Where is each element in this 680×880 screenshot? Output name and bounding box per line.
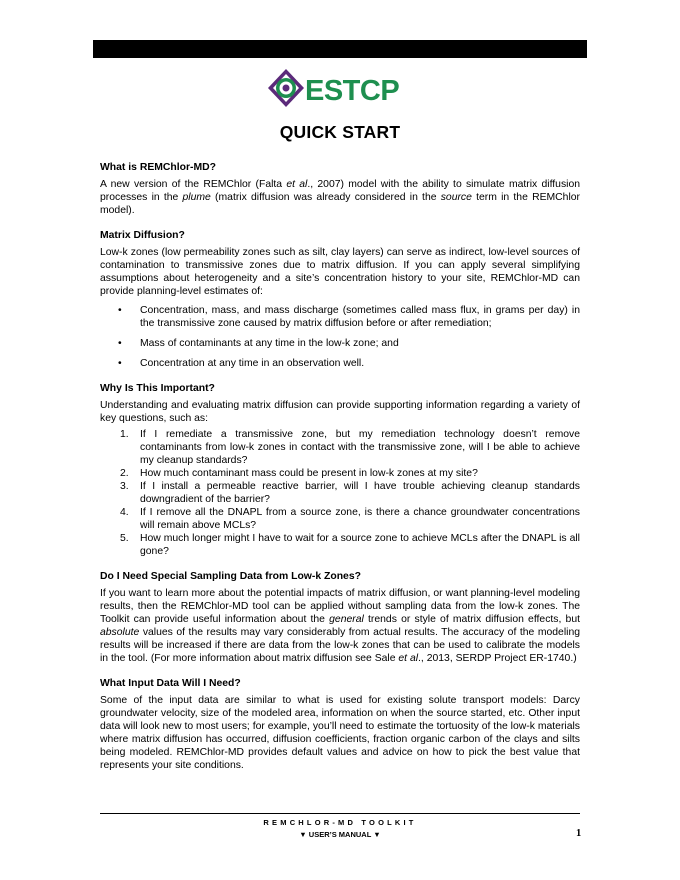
section-what-is [100,161,580,217]
page-title: QUICK START [279,122,401,142]
footer-divider [100,813,580,814]
section-paragraph: Low-k zones (low permeability zones such as silt, clay layers) can serve as indirect, low-level sources of contamination to transmissive zones due to matrix diffusion. If you can apply several simplifying assumptions about heterogeneity and a site’s concentration history to your site, REMChlor-MD can provide planning-level estimates of: [100,247,580,297]
logo-text: ESTCP [305,75,400,107]
logo-seal-center [283,85,290,92]
footer-subtitle: ▼ USER’S MANUAL ▼ [299,830,381,839]
section-sampling-data [100,570,580,665]
section-paragraph: A new version of the REMChlor (Falta et al., 2007) model with the ability to simulate matrix diffusion processes in the plume (matrix diffusion was already considered in the source term in the REMChlor model). [100,179,580,216]
footer-title: REMCHLOR-MD TOOLKIT [263,818,417,827]
estcp-logo-graphic [266,66,410,110]
section-input-data [100,677,580,772]
section-heading: What is REMChlor-MD? [100,162,217,173]
section-heading: Matrix Diffusion? [100,230,185,241]
numbered-list [100,428,580,558]
section-heading: What Input Data Will I Need? [100,678,241,689]
bullet-icon: • [118,338,122,349]
section-paragraph: Some of the input data are similar to what is used for existing solute transport models: Darcy groundwater velocity, size of the modeled area, information on when the source started, etc. Other input data will look new to most users; for example, you’ll need to estimate the tortuosity of the low-k materials where matrix diffusion has occurred, diffusion coefficients, fraction organic carbon of the clays and silts being modeled. REMChlor-MD provides default values and advice on how to pick the best value that represents your site conditions. [100,695,580,771]
list-item: 2. How much contaminant mass could be present in low-k zones at my site? [120,468,478,479]
list-item: 4. If I remove all the DNAPL from a source zone, is there a chance groundwater concentrations will remain above MCLs? [120,507,580,531]
document-body [100,161,580,784]
bullet-icon: • [118,305,122,316]
estcp-logo [266,66,410,110]
list-item: 5. How much longer might I have to wait for a source zone to achieve MCLs after the DNAPL is all gone? [120,533,580,557]
section-heading: Do I Need Special Sampling Data from Low-k Zones? [100,571,361,582]
bullet-list [100,304,580,370]
list-item: • Concentration, mass, and mass discharge (sometimes called mass flux, in grams per day) in the transmissive zone caused by matrix diffusion before or after remediation; [118,305,580,329]
list-item: • Mass of contaminants at any time in the low-k zone; and [118,338,399,349]
section-heading: Why Is This Important? [100,383,215,394]
section-matrix-diffusion [100,229,580,370]
section-why-important [100,382,580,558]
section-paragraph: Understanding and evaluating matrix diffusion can provide supporting information regarding a variety of key questions, such as: [100,400,580,424]
list-item: 1. If I remediate a transmissive zone, but my remediation technology doesn’t remove contaminants from low-k zones in contact with the transmissive zone, will I be able to achieve my cleanup standards? [120,429,580,466]
section-paragraph: If you want to learn more about the potential impacts of matrix diffusion, or want planning-level modeling results, then the REMChlor-MD tool can be applied without sampling data from the low-k zones. The Toolkit can provide useful information about the general trends or style of matrix diffusion effects, but absolute values of the results may vary considerably from actual results. The accuracy of the modeling results will be increased if there are data from the low-k zones that can be used to calibrate the models in the tool. (For more information about matrix diffusion see Sale et al., 2013, SERDP Project ER-1740.) [100,588,580,664]
list-item: 3. If I install a permeable reactive barrier, will I have trouble achieving cleanup standards downgradient of the barrier? [120,481,580,505]
bullet-icon: • [118,358,122,369]
list-item: • Concentration at any time in an observation well. [118,358,365,369]
page-number: 1 [576,828,582,839]
header-bar [93,40,587,58]
